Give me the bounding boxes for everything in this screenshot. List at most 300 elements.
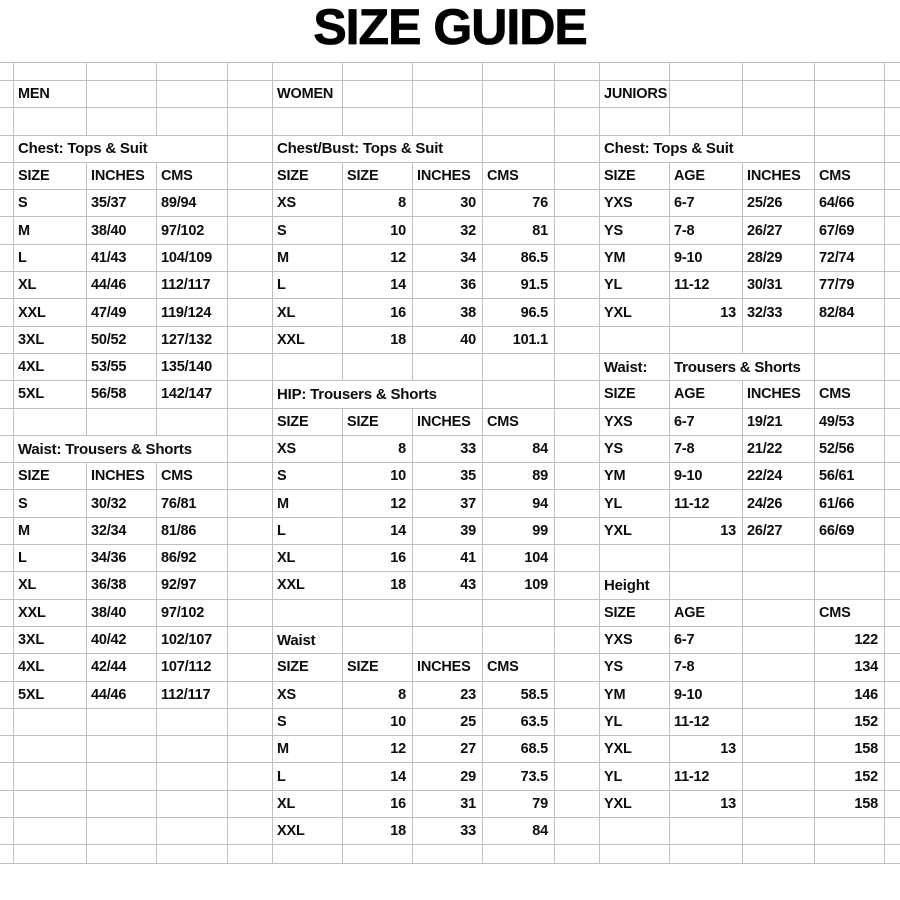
grid-cell: [228, 518, 273, 545]
grid-cell: [555, 791, 600, 818]
women-hip-data-cell: 41: [413, 545, 483, 572]
grid-cell: [743, 654, 815, 681]
grid-cell: [600, 818, 670, 845]
grid-cell: [885, 463, 900, 490]
men-chest-data-cell: 89/94: [157, 190, 228, 217]
women-chest-data-cell: S: [273, 217, 343, 244]
juniors-chest-data-cell: 13: [670, 299, 743, 326]
grid-cell: [228, 163, 273, 190]
grid-cell: [0, 572, 14, 599]
women-chest-data-cell: 14: [343, 272, 413, 299]
men-waist-data-cell: 44/46: [87, 682, 157, 709]
men-chest-data-cell: 56/58: [87, 381, 157, 408]
men-waist-data-cell: 112/117: [157, 682, 228, 709]
women-hip-data-cell: 12: [343, 490, 413, 517]
grid-cell: [743, 572, 815, 599]
women-chest-data-cell: 30: [413, 190, 483, 217]
women-hip-data-cell: 109: [483, 572, 555, 599]
size-guide-grid: [0, 62, 900, 864]
grid-cell: [815, 136, 885, 163]
men-chest-data-cell: L: [14, 245, 87, 272]
juniors-height-data-cell: YXS: [600, 627, 670, 654]
men-chest-data-cell: 44/46: [87, 272, 157, 299]
grid-cell: [885, 245, 900, 272]
grid-cell: [885, 354, 900, 381]
men-waist-header-cell: INCHES: [87, 463, 157, 490]
men-chest-data-cell: 142/147: [157, 381, 228, 408]
juniors-waist-data-cell: YXL: [600, 518, 670, 545]
women-waist-data-cell: 27: [413, 736, 483, 763]
grid-cell: [885, 190, 900, 217]
grid-cell: [14, 791, 87, 818]
juniors-chest-title-cell: Chest: Tops & Suit: [600, 136, 815, 163]
women-waist-data-cell: 68.5: [483, 736, 555, 763]
women-chest-data-cell: 18: [343, 327, 413, 354]
grid-cell: [0, 791, 14, 818]
grid-cell: [815, 572, 885, 599]
women-hip-data-cell: 37: [413, 490, 483, 517]
men-waist-data-cell: 97/102: [157, 600, 228, 627]
women-hip-data-cell: 104: [483, 545, 555, 572]
grid-cell: [743, 627, 815, 654]
grid-cell: [885, 709, 900, 736]
juniors-height-data-cell: 11-12: [670, 709, 743, 736]
women-hip-data-cell: 99: [483, 518, 555, 545]
women-chest-data-cell: 36: [413, 272, 483, 299]
women-hip-data-cell: 10: [343, 463, 413, 490]
men-waist-data-cell: 36/38: [87, 572, 157, 599]
grid-cell: [157, 845, 228, 864]
group-label-women: WOMEN: [273, 81, 343, 108]
women-waist-data-cell: 16: [343, 791, 413, 818]
grid-cell: [0, 736, 14, 763]
grid-cell: [483, 63, 555, 81]
women-chest-data-cell: 32: [413, 217, 483, 244]
women-hip-data-cell: XL: [273, 545, 343, 572]
grid-cell: [0, 108, 14, 135]
women-waist-header-cell: INCHES: [413, 654, 483, 681]
women-waist-header-cell: CMS: [483, 654, 555, 681]
women-waist-data-cell: 79: [483, 791, 555, 818]
juniors-height-data-cell: 152: [815, 763, 885, 790]
grid-cell: [157, 709, 228, 736]
juniors-height-data-cell: 158: [815, 736, 885, 763]
grid-cell: [885, 627, 900, 654]
men-chest-data-cell: 135/140: [157, 354, 228, 381]
men-waist-data-cell: 30/32: [87, 490, 157, 517]
grid-cell: [0, 600, 14, 627]
juniors-height-data-cell: 152: [815, 709, 885, 736]
grid-cell: [343, 63, 413, 81]
grid-cell: [483, 627, 555, 654]
women-chest-title-cell: Chest/Bust: Tops & Suit: [273, 136, 483, 163]
grid-cell: [885, 818, 900, 845]
juniors-chest-data-cell: 25/26: [743, 190, 815, 217]
men-waist-title-cell: Waist: Trousers & Shorts: [14, 436, 228, 463]
women-chest-data-cell: 34: [413, 245, 483, 272]
men-waist-data-cell: 4XL: [14, 654, 87, 681]
grid-cell: [885, 436, 900, 463]
men-chest-data-cell: 127/132: [157, 327, 228, 354]
women-chest-data-cell: 76: [483, 190, 555, 217]
juniors-waist-header-cell: INCHES: [743, 381, 815, 408]
grid-cell: [885, 572, 900, 599]
juniors-waist-header-cell: AGE: [670, 381, 743, 408]
women-chest-data-cell: 81: [483, 217, 555, 244]
grid-cell: [0, 463, 14, 490]
women-hip-data-cell: 16: [343, 545, 413, 572]
women-waist-header-cell: SIZE: [273, 654, 343, 681]
grid-cell: [228, 327, 273, 354]
grid-cell: [555, 763, 600, 790]
juniors-waist-data-cell: YXS: [600, 409, 670, 436]
women-waist-data-cell: 63.5: [483, 709, 555, 736]
grid-cell: [555, 299, 600, 326]
men-waist-data-cell: 81/86: [157, 518, 228, 545]
grid-cell: [273, 108, 343, 135]
grid-cell: [0, 163, 14, 190]
grid-cell: [483, 845, 555, 864]
grid-cell: [0, 409, 14, 436]
juniors-waist-data-cell: 66/69: [815, 518, 885, 545]
grid-cell: [0, 217, 14, 244]
juniors-chest-header-cell: SIZE: [600, 163, 670, 190]
grid-cell: [228, 217, 273, 244]
grid-cell: [743, 63, 815, 81]
grid-cell: [14, 409, 87, 436]
grid-cell: [0, 272, 14, 299]
grid-cell: [885, 736, 900, 763]
grid-cell: [14, 63, 87, 81]
grid-cell: [273, 600, 343, 627]
grid-cell: [555, 600, 600, 627]
grid-cell: [555, 245, 600, 272]
juniors-chest-data-cell: YL: [600, 272, 670, 299]
women-hip-data-cell: XXL: [273, 572, 343, 599]
women-waist-data-cell: 33: [413, 818, 483, 845]
grid-cell: [228, 108, 273, 135]
grid-cell: [885, 136, 900, 163]
men-chest-data-cell: 5XL: [14, 381, 87, 408]
women-hip-data-cell: XS: [273, 436, 343, 463]
women-waist-data-cell: 8: [343, 682, 413, 709]
grid-cell: [483, 600, 555, 627]
juniors-chest-header-cell: INCHES: [743, 163, 815, 190]
women-chest-header-cell: INCHES: [413, 163, 483, 190]
grid-cell: [743, 600, 815, 627]
women-waist-data-cell: 58.5: [483, 682, 555, 709]
grid-cell: [555, 63, 600, 81]
grid-cell: [228, 627, 273, 654]
men-waist-data-cell: 102/107: [157, 627, 228, 654]
grid-cell: [228, 463, 273, 490]
juniors-height-data-cell: 7-8: [670, 654, 743, 681]
grid-cell: [0, 245, 14, 272]
grid-cell: [14, 763, 87, 790]
grid-cell: [228, 545, 273, 572]
men-chest-header-cell: CMS: [157, 163, 228, 190]
women-hip-data-cell: 89: [483, 463, 555, 490]
men-chest-title-cell: Chest: Tops & Suit: [14, 136, 228, 163]
grid-cell: [885, 381, 900, 408]
men-chest-header-cell: SIZE: [14, 163, 87, 190]
women-hip-title-cell: HIP: Trousers & Shorts: [273, 381, 483, 408]
men-waist-data-cell: 34/36: [87, 545, 157, 572]
grid-cell: [743, 682, 815, 709]
juniors-waist-data-cell: 13: [670, 518, 743, 545]
group-label-juniors: JUNIORS: [600, 81, 670, 108]
grid-cell: [885, 327, 900, 354]
grid-cell: [87, 736, 157, 763]
juniors-height-title-cell: Height: [600, 572, 670, 599]
women-waist-data-cell: XXL: [273, 818, 343, 845]
grid-cell: [87, 763, 157, 790]
grid-cell: [157, 108, 228, 135]
women-waist-header-cell: SIZE: [343, 654, 413, 681]
grid-cell: [228, 409, 273, 436]
men-chest-data-cell: 53/55: [87, 354, 157, 381]
grid-cell: [228, 81, 273, 108]
juniors-chest-data-cell: 82/84: [815, 299, 885, 326]
grid-cell: [14, 818, 87, 845]
grid-cell: [670, 81, 743, 108]
grid-cell: [228, 709, 273, 736]
men-chest-data-cell: 4XL: [14, 354, 87, 381]
grid-cell: [87, 791, 157, 818]
men-waist-data-cell: 32/34: [87, 518, 157, 545]
grid-cell: [14, 108, 87, 135]
juniors-height-data-cell: YM: [600, 682, 670, 709]
grid-cell: [483, 381, 555, 408]
grid-cell: [228, 818, 273, 845]
grid-cell: [228, 600, 273, 627]
juniors-height-data-cell: 158: [815, 791, 885, 818]
juniors-height-data-cell: 11-12: [670, 763, 743, 790]
women-chest-data-cell: 86.5: [483, 245, 555, 272]
grid-cell: [670, 108, 743, 135]
men-waist-header-cell: SIZE: [14, 463, 87, 490]
grid-cell: [743, 818, 815, 845]
grid-cell: [815, 354, 885, 381]
grid-cell: [87, 63, 157, 81]
women-hip-data-cell: 84: [483, 436, 555, 463]
juniors-height-data-cell: 146: [815, 682, 885, 709]
grid-cell: [885, 299, 900, 326]
grid-cell: [87, 409, 157, 436]
men-waist-data-cell: 40/42: [87, 627, 157, 654]
men-chest-data-cell: 41/43: [87, 245, 157, 272]
group-label-men: MEN: [14, 81, 87, 108]
grid-cell: [413, 81, 483, 108]
women-waist-data-cell: 29: [413, 763, 483, 790]
women-hip-header-cell: SIZE: [343, 409, 413, 436]
grid-cell: [600, 327, 670, 354]
juniors-chest-data-cell: YM: [600, 245, 670, 272]
juniors-waist-data-cell: 9-10: [670, 463, 743, 490]
juniors-waist-data-cell: 19/21: [743, 409, 815, 436]
women-chest-data-cell: 10: [343, 217, 413, 244]
men-waist-data-cell: M: [14, 518, 87, 545]
grid-cell: [228, 436, 273, 463]
women-hip-data-cell: 43: [413, 572, 483, 599]
men-chest-data-cell: 47/49: [87, 299, 157, 326]
grid-cell: [815, 327, 885, 354]
men-chest-data-cell: 35/37: [87, 190, 157, 217]
grid-cell: [413, 600, 483, 627]
grid-cell: [885, 63, 900, 81]
women-chest-data-cell: 12: [343, 245, 413, 272]
grid-cell: [343, 627, 413, 654]
grid-cell: [14, 845, 87, 864]
grid-cell: [815, 108, 885, 135]
juniors-height-data-cell: YXL: [600, 791, 670, 818]
juniors-chest-data-cell: YXS: [600, 190, 670, 217]
grid-cell: [0, 490, 14, 517]
women-waist-data-cell: 73.5: [483, 763, 555, 790]
juniors-chest-data-cell: 30/31: [743, 272, 815, 299]
grid-cell: [885, 654, 900, 681]
grid-cell: [273, 63, 343, 81]
men-waist-data-cell: 3XL: [14, 627, 87, 654]
juniors-waist-data-cell: 21/22: [743, 436, 815, 463]
grid-cell: [0, 81, 14, 108]
grid-cell: [815, 81, 885, 108]
juniors-height-header-cell: SIZE: [600, 600, 670, 627]
grid-cell: [343, 845, 413, 864]
women-chest-header-cell: SIZE: [343, 163, 413, 190]
grid-cell: [0, 654, 14, 681]
women-hip-data-cell: 33: [413, 436, 483, 463]
grid-cell: [600, 845, 670, 864]
grid-cell: [87, 81, 157, 108]
grid-cell: [555, 463, 600, 490]
men-waist-data-cell: XXL: [14, 600, 87, 627]
juniors-waist-data-cell: 26/27: [743, 518, 815, 545]
men-waist-data-cell: L: [14, 545, 87, 572]
grid-cell: [157, 63, 228, 81]
women-chest-data-cell: 16: [343, 299, 413, 326]
grid-cell: [743, 545, 815, 572]
women-chest-data-cell: M: [273, 245, 343, 272]
grid-cell: [157, 763, 228, 790]
grid-cell: [157, 81, 228, 108]
grid-cell: [157, 409, 228, 436]
juniors-chest-data-cell: 67/69: [815, 217, 885, 244]
grid-cell: [0, 818, 14, 845]
grid-cell: [815, 63, 885, 81]
grid-cell: [743, 763, 815, 790]
grid-cell: [0, 190, 14, 217]
grid-cell: [743, 709, 815, 736]
grid-cell: [743, 108, 815, 135]
juniors-waist-data-cell: YS: [600, 436, 670, 463]
women-hip-data-cell: 35: [413, 463, 483, 490]
women-chest-data-cell: XS: [273, 190, 343, 217]
grid-cell: [228, 654, 273, 681]
grid-cell: [555, 627, 600, 654]
men-chest-data-cell: XL: [14, 272, 87, 299]
juniors-chest-data-cell: YS: [600, 217, 670, 244]
grid-cell: [555, 354, 600, 381]
men-waist-data-cell: 92/97: [157, 572, 228, 599]
women-chest-header-cell: SIZE: [273, 163, 343, 190]
juniors-chest-data-cell: 64/66: [815, 190, 885, 217]
women-hip-header-cell: INCHES: [413, 409, 483, 436]
grid-cell: [555, 163, 600, 190]
grid-cell: [228, 136, 273, 163]
grid-cell: [14, 736, 87, 763]
juniors-chest-data-cell: 32/33: [743, 299, 815, 326]
juniors-chest-data-cell: 72/74: [815, 245, 885, 272]
men-waist-data-cell: 42/44: [87, 654, 157, 681]
juniors-chest-data-cell: 28/29: [743, 245, 815, 272]
grid-cell: [0, 136, 14, 163]
juniors-height-data-cell: YS: [600, 654, 670, 681]
men-chest-data-cell: M: [14, 217, 87, 244]
men-waist-header-cell: CMS: [157, 463, 228, 490]
women-chest-data-cell: 101.1: [483, 327, 555, 354]
grid-cell: [0, 436, 14, 463]
grid-cell: [273, 845, 343, 864]
grid-cell: [0, 845, 14, 864]
grid-cell: [555, 518, 600, 545]
page-title: SIZE GUIDE: [313, 0, 587, 55]
women-hip-header-cell: CMS: [483, 409, 555, 436]
grid-cell: [228, 490, 273, 517]
grid-cell: [743, 845, 815, 864]
women-chest-header-cell: CMS: [483, 163, 555, 190]
women-waist-data-cell: L: [273, 763, 343, 790]
juniors-waist-data-cell: 56/61: [815, 463, 885, 490]
juniors-waist-data-cell: YL: [600, 490, 670, 517]
women-chest-data-cell: XXL: [273, 327, 343, 354]
grid-cell: [885, 163, 900, 190]
juniors-waist-data-cell: 61/66: [815, 490, 885, 517]
juniors-waist-data-cell: YM: [600, 463, 670, 490]
women-waist-data-cell: 25: [413, 709, 483, 736]
women-waist-data-cell: S: [273, 709, 343, 736]
men-waist-data-cell: 5XL: [14, 682, 87, 709]
juniors-height-data-cell: YXL: [600, 736, 670, 763]
grid-cell: [555, 108, 600, 135]
grid-cell: [670, 845, 743, 864]
grid-cell: [483, 108, 555, 135]
grid-cell: [413, 627, 483, 654]
grid-cell: [228, 682, 273, 709]
grid-cell: [157, 791, 228, 818]
grid-cell: [670, 63, 743, 81]
grid-cell: [228, 272, 273, 299]
grid-cell: [228, 845, 273, 864]
women-hip-data-cell: 94: [483, 490, 555, 517]
juniors-waist-data-cell: 49/53: [815, 409, 885, 436]
grid-cell: [670, 545, 743, 572]
grid-cell: [555, 436, 600, 463]
men-waist-data-cell: 38/40: [87, 600, 157, 627]
grid-cell: [743, 327, 815, 354]
women-chest-data-cell: L: [273, 272, 343, 299]
grid-cell: [885, 600, 900, 627]
juniors-waist-title-cell: Trousers & Shorts: [670, 354, 815, 381]
grid-cell: [413, 63, 483, 81]
women-waist-data-cell: XS: [273, 682, 343, 709]
juniors-waist-title-cell: Waist:: [600, 354, 670, 381]
women-waist-data-cell: M: [273, 736, 343, 763]
juniors-chest-data-cell: 9-10: [670, 245, 743, 272]
grid-cell: [14, 709, 87, 736]
men-chest-data-cell: 112/117: [157, 272, 228, 299]
juniors-chest-data-cell: YXL: [600, 299, 670, 326]
